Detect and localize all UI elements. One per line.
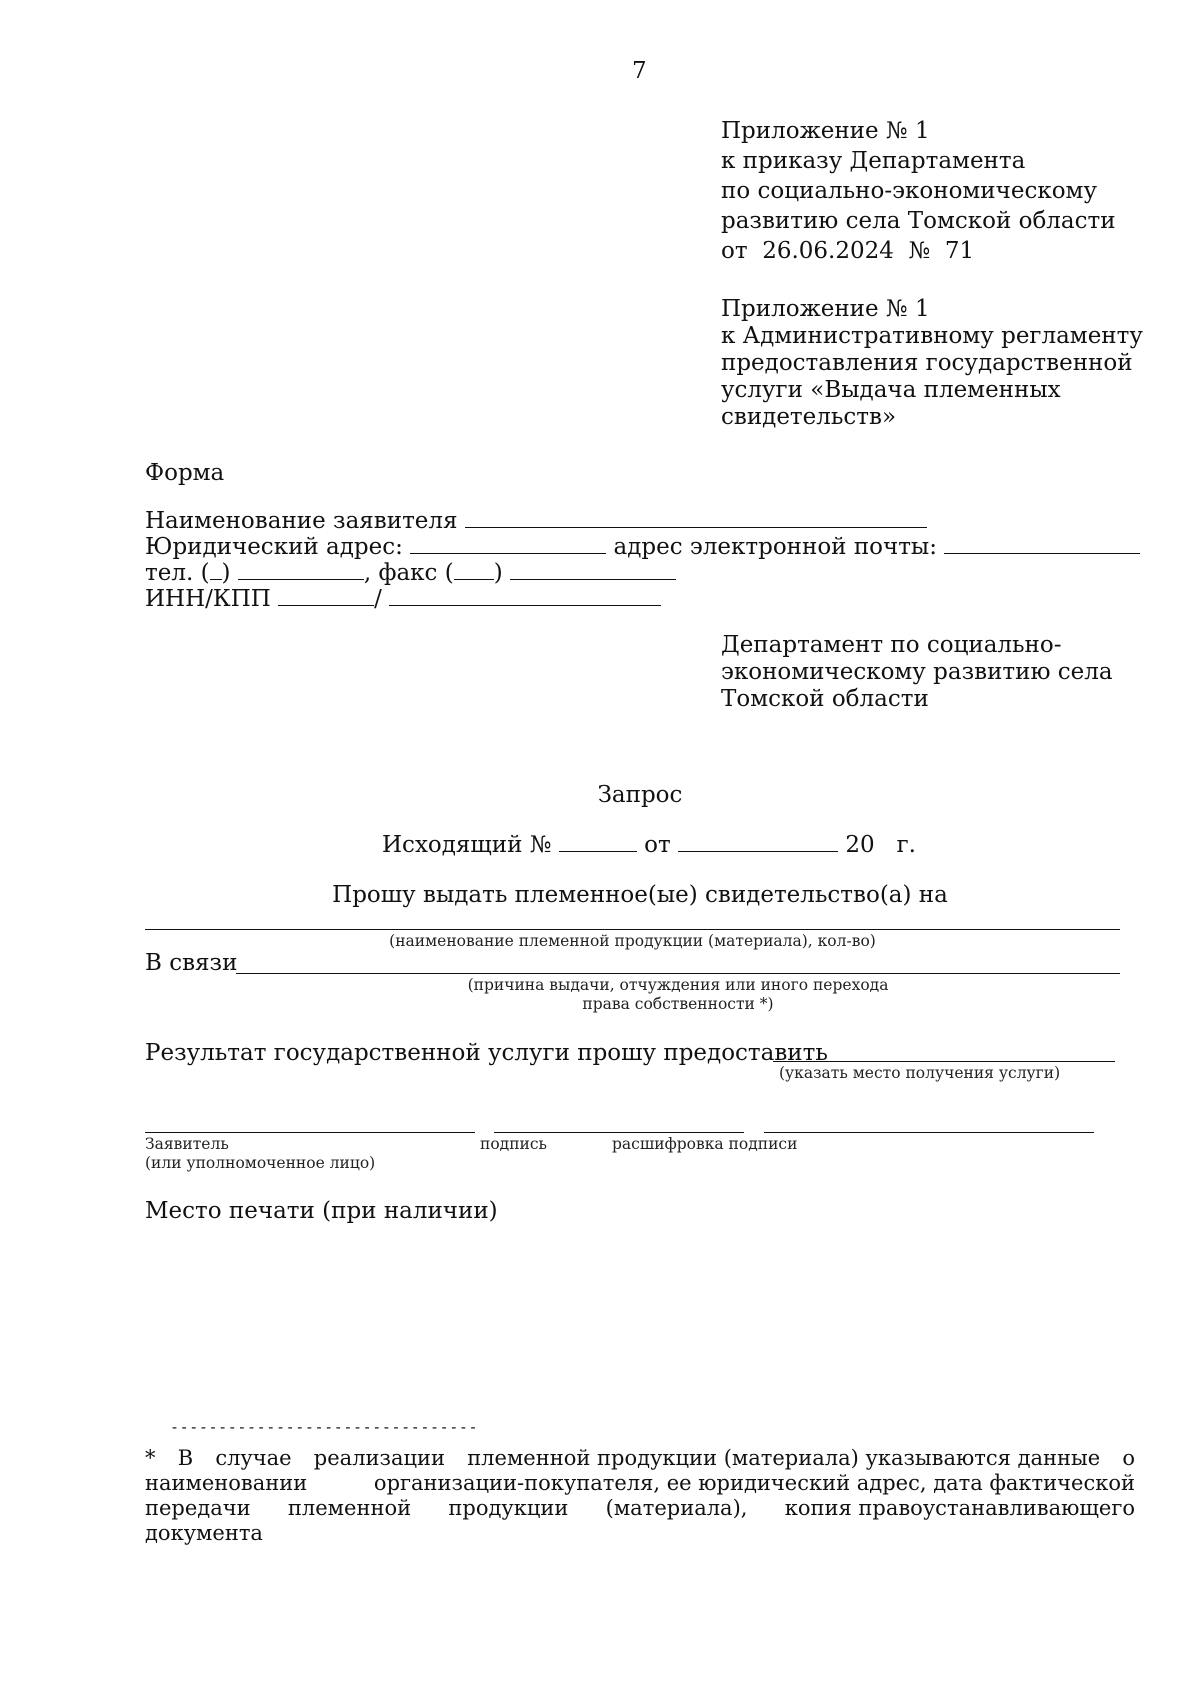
request-title: Запрос [597, 782, 683, 808]
appendix-order-line: Приложение № 1 [721, 118, 930, 144]
reason-field-line[interactable] [236, 973, 1120, 974]
outgoing-label: Исходящий № [382, 832, 552, 858]
footnote-word: реализации [313, 1446, 445, 1470]
from-label: от [644, 832, 671, 858]
tel-code-field[interactable] [210, 561, 222, 580]
phone-fax-row [145, 560, 676, 586]
inn-separator: / [374, 586, 382, 612]
legal-address-field[interactable] [410, 535, 606, 554]
year-label: 20 [845, 832, 875, 858]
product-caption: (наименование племенной продукции (материала), кол-во) [389, 932, 876, 950]
inn-label: ИНН/КПП [145, 586, 271, 612]
fax-label: , факс ( [363, 560, 454, 586]
footnote-word: * [145, 1446, 156, 1470]
footnote-word: продукции [448, 1496, 569, 1520]
footnote-word: передачи [145, 1496, 251, 1520]
footnote-word: о [1122, 1446, 1135, 1470]
footnote-line [145, 1496, 1135, 1521]
order-number: 71 [944, 238, 975, 264]
appendix-regulation-line: Приложение № 1 [721, 296, 930, 322]
email-field[interactable] [944, 535, 1140, 554]
applicant-sign-line[interactable] [145, 1132, 475, 1133]
footnote-word: племенной [287, 1496, 412, 1520]
outgoing-date-field[interactable] [678, 833, 838, 852]
tel-label: тел. ( [145, 560, 210, 586]
decode-label: расшифровка подписи [612, 1135, 798, 1153]
number-prefix: № [908, 238, 931, 264]
appendix-order-date-line [721, 236, 1116, 266]
year-suffix: г. [896, 832, 916, 858]
reason-label: В связи [145, 950, 238, 976]
tel-close: ) [221, 560, 231, 586]
inn-kpp-row [145, 586, 661, 612]
appendix-regulation-line: услуги «Выдача племенных [721, 377, 1061, 403]
footnote-line [145, 1471, 1135, 1496]
product-field-line[interactable] [145, 929, 1120, 930]
result-field-line[interactable] [773, 1061, 1115, 1062]
footnote-last-line: документа [145, 1521, 263, 1545]
addressee-line: Департамент по социально- [721, 632, 1062, 658]
applicant-name-field[interactable] [465, 509, 927, 528]
order-date: 26.06.2024 [762, 238, 894, 264]
applicant-sign-label: Заявитель [145, 1135, 229, 1153]
addressee-line: экономическому развитию села [721, 659, 1113, 685]
footnote-word: племенной продукции (материала) указываются данные [467, 1446, 1101, 1470]
fax-number-field[interactable] [510, 561, 676, 580]
applicant-name-label: Наименование заявителя [145, 508, 458, 534]
date-prefix: от [721, 238, 748, 264]
footnote-text [145, 1446, 1135, 1546]
page-number: 7 [632, 58, 647, 84]
legal-address-row [145, 534, 1140, 560]
applicant-name-row [145, 508, 927, 534]
footnote-word: копия правоустанавливающего [784, 1496, 1135, 1520]
decode-line[interactable] [764, 1132, 1094, 1133]
signature-line[interactable] [494, 1132, 744, 1133]
fax-code-field[interactable] [454, 561, 494, 580]
inn-field[interactable] [278, 587, 374, 606]
footnote-word: организации-покупателя, ее юридический адрес, дата фактической [373, 1471, 1135, 1495]
legal-address-label: Юридический адрес: [145, 534, 403, 560]
footnote-word: (материала), [605, 1496, 748, 1520]
tel-number-field[interactable] [238, 561, 364, 580]
email-label: адрес электронной почты: [613, 534, 937, 560]
outgoing-row [382, 830, 916, 860]
appendix-order-line: к приказу Департамента [721, 148, 1026, 174]
appendix-regulation-line: к Административному регламенту [721, 323, 1143, 349]
footnote-word: наименовании [145, 1471, 308, 1495]
outgoing-number-field[interactable] [559, 833, 637, 852]
signature-label: подпись [480, 1135, 547, 1153]
addressee-block [721, 632, 1113, 713]
appendix-regulation-line: предоставления государственной [721, 350, 1133, 376]
result-label: Результат государственной услуги прошу предоставить [145, 1040, 828, 1066]
appendix-regulation-line: свидетельств» [721, 404, 897, 430]
addressee-line: Томской области [721, 686, 929, 712]
footnote-separator: -------------------------------- [170, 1418, 479, 1436]
result-caption: (указать место получения услуги) [779, 1064, 1061, 1082]
appendix-order-line: развитию села Томской области [721, 208, 1116, 234]
appendix-order-block [721, 116, 1116, 266]
request-ask-text: Прошу выдать племенное(ые) свидетельство(а) на [332, 882, 948, 908]
stamp-label: Место печати (при наличии) [145, 1198, 498, 1224]
applicant-sign-sub: (или уполномоченное лицо) [145, 1154, 376, 1172]
reason-caption-2: права собственности *) [582, 995, 774, 1013]
appendix-regulation-block [721, 296, 1143, 431]
kpp-field[interactable] [389, 587, 661, 606]
footnote-word: случае [215, 1446, 292, 1470]
fax-close: ) [493, 560, 503, 586]
footnote-word: В [177, 1446, 194, 1470]
footnote-line [145, 1446, 1135, 1471]
appendix-order-line: по социально-экономическому [721, 178, 1097, 204]
reason-caption-1: (причина выдачи, отчуждения или иного перехода [467, 976, 889, 994]
form-label: Форма [145, 460, 225, 486]
